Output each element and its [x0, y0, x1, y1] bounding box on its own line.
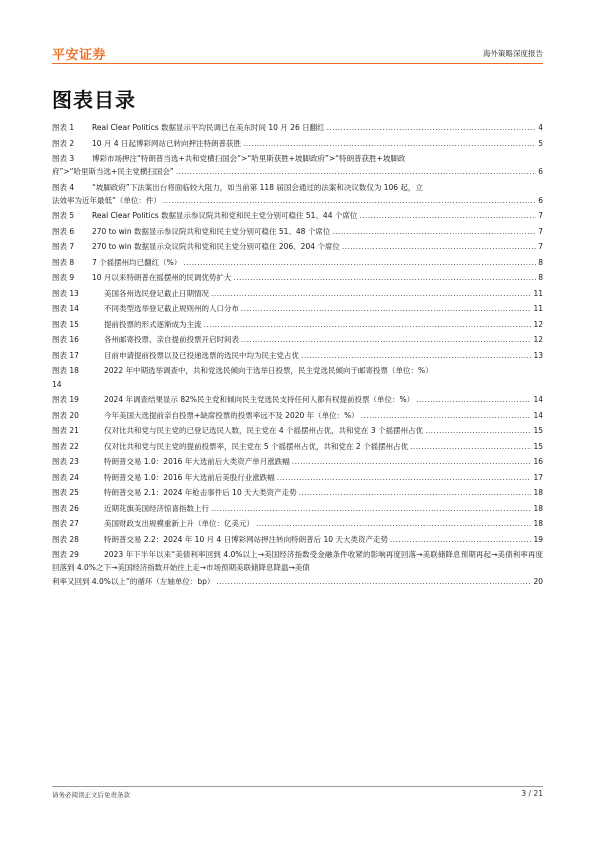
toc-entry-page: 4 [538, 123, 543, 132]
header-divider [52, 63, 543, 64]
toc-entry-title: 今年美国大选提前亲自投票+缺席投票的投票率远不及 2020 年（单位：%） [104, 410, 359, 420]
toc-entry-title: 美国财政支出规模重新上升（单位：亿美元） [104, 519, 254, 529]
dot-leader [390, 533, 532, 546]
dot-leader [211, 287, 531, 300]
toc-entry[interactable] [52, 455, 543, 471]
toc-entry-title-continued: 14 [52, 379, 62, 389]
toc-entry-title: 目前申请提前投票以及已投递选票的选民中均为民主党占优 [104, 350, 299, 360]
toc-entry-label: 图表 6 [52, 226, 75, 236]
toc-entry-label: 图表 21 [52, 426, 79, 436]
toc-entry-page: 18 [533, 488, 543, 498]
toc-entry-label: 图表 15 [52, 319, 79, 329]
dot-leader [292, 455, 532, 468]
dot-leader [327, 121, 537, 134]
toc-entry-page: 20 [533, 576, 543, 586]
toc-entry-page: 8 [538, 273, 543, 283]
dot-leader [332, 225, 536, 238]
dot-leader [233, 271, 536, 284]
toc-entry-label: 图表 20 [52, 410, 79, 420]
toc-entry-label: 图表 13 [52, 288, 79, 298]
toc-entry[interactable] [52, 349, 543, 365]
dot-leader [277, 471, 532, 484]
toc-entry-label: 图表 17 [52, 350, 79, 360]
toc-entry-label: 图表 25 [52, 488, 79, 498]
toc-entry-label: 图表 29 [52, 550, 79, 560]
toc-entry-page: 17 [533, 472, 543, 482]
toc-entry[interactable] [52, 271, 543, 287]
toc-entry[interactable] [52, 502, 543, 518]
toc-entry-label: 图表 14 [52, 304, 79, 314]
toc-entry-title: 特朗普交易 2.2：2024 年 10 月 4 日博彩网站押注转向特朗普后 10 天大类资产走势 [104, 534, 388, 544]
toc-entry-title: “坡脚政府”下法案出台将面临较大阻力，如当前第 118 届国会通过的法案和决议数仅为 106 起，立 [92, 182, 423, 192]
toc-entry-title: 10 月 4 日起博彩网站已转向押注特朗普获胜 [92, 138, 241, 148]
toc-entry-page: 12 [533, 335, 543, 345]
toc-entry-label: 图表 24 [52, 472, 79, 482]
toc-entry[interactable] [52, 409, 543, 425]
toc-entry-title: 仅对比共和党与民主党的已登记选民人数，民主党在 4 个摇摆州占优，共和党在 3 个摇摆州占优 [104, 426, 424, 436]
dot-leader [204, 318, 532, 331]
toc-entry-page: 11 [533, 304, 543, 314]
toc-entry[interactable] [52, 364, 543, 393]
toc-entry-page: 15 [533, 426, 543, 436]
toc-entry[interactable] [52, 471, 543, 487]
toc-entry-page: 18 [533, 519, 543, 529]
toc-entry-title: 提前投票的形式逐渐成为主流 [104, 319, 202, 329]
toc-entry[interactable] [52, 517, 543, 533]
toc-entry[interactable] [52, 333, 543, 349]
toc-entry[interactable] [52, 318, 543, 334]
toc-entry-title: 270 to win 数据显示参议院共和党和民主党分别可稳住 51、48 个席位 [92, 226, 331, 236]
toc-entry[interactable] [52, 440, 543, 456]
toc-entry-title: 特朗普交易 1.0：2016 年大选前后美股行业涨跌幅 [104, 472, 275, 482]
toc-entry-title: 10 月以来特朗普在摇摆州的民调优势扩大 [92, 273, 232, 283]
toc-entry-label: 图表 19 [52, 395, 79, 405]
toc-entry[interactable] [52, 152, 543, 181]
toc-entry-title: 仅对比共和党与民主党的提前投票率，民主党在 5 个摇摆州占优，共和党在 2 个摇摆州占优 [104, 441, 409, 451]
toc-entry-label: 图表 5 [52, 211, 75, 221]
toc-entry-page: 13 [533, 350, 543, 360]
toc-entry-page: 19 [533, 534, 543, 544]
toc-entry-title: Real Clear Politics 数据显示参议院共和党和民主党分别可稳住 51、44 个席位 [92, 211, 358, 221]
dot-leader [216, 575, 531, 588]
toc-entry-title: Real Clear Politics 数据显示平均民调已在美东时间 10 月 26 日翻红 [92, 123, 325, 132]
toc-entry[interactable] [52, 181, 543, 210]
toc-entry-page: 5 [538, 138, 543, 148]
toc-entry-page: 14 [533, 395, 543, 405]
dot-leader [299, 486, 532, 499]
page-number: 3 / 21 [521, 789, 543, 798]
toc-entry[interactable] [52, 302, 543, 318]
toc-entry-title: 7 个摇摆州均已翻红（%） [92, 257, 182, 267]
toc-entry-label: 图表 8 [52, 257, 75, 267]
dot-leader [361, 409, 532, 422]
toc-entry-title: 2022 年中期选举调查中，共和党选民倾向于选举日投票，民主党选民倾向于邮寄投票（单位：%） [104, 366, 433, 376]
toc-entry-title: 不同类型选举登记截止规则州的人口分布 [104, 304, 239, 314]
toc-entry-page: 7 [538, 211, 543, 221]
toc-entry-title: 美国各州选民登记截止日期情况 [104, 288, 209, 298]
toc-entry-label: 图表 23 [52, 457, 79, 467]
brand-logo: 平安证券 [52, 48, 107, 63]
dot-leader [342, 240, 536, 253]
toc-entry-page: 14 [533, 410, 543, 420]
toc-entry-page: 8 [538, 257, 543, 267]
toc-entry-page: 15 [533, 441, 543, 451]
toc-entry[interactable] [52, 533, 543, 549]
toc-entry-title-continued: 利率又回到 4.0%以上”的循环（左轴单位：bp） [52, 576, 215, 586]
toc-entry-title: 近期花旗美国经济惊喜指数上行 [104, 503, 209, 513]
toc-entry-label: 图表 9 [52, 273, 75, 283]
toc-entry-label: 图表 22 [52, 441, 79, 451]
toc-entry[interactable] [52, 424, 543, 440]
toc-entry-page: 7 [538, 226, 543, 236]
dot-leader [163, 194, 536, 207]
dot-leader [416, 393, 531, 406]
dot-leader [425, 424, 531, 437]
toc-entry[interactable] [52, 256, 543, 272]
toc-entry[interactable] [52, 209, 543, 225]
toc-entry[interactable] [52, 393, 543, 409]
toc-entry[interactable] [52, 121, 543, 137]
toc-entry-page: 7 [538, 242, 543, 252]
dot-leader [176, 165, 536, 178]
toc-entry-label: 图表 1 [52, 123, 75, 132]
footer-divider [52, 786, 543, 787]
toc-entry-page: 6 [538, 195, 543, 205]
toc-entry[interactable] [52, 287, 543, 303]
toc-entry-label: 图表 7 [52, 242, 75, 252]
toc-entry-page: 18 [533, 503, 543, 513]
dot-leader [241, 302, 531, 315]
toc-entry-title: 特朗普交易 2.1：2024 年枪击事件后 10 天大类资产走势 [104, 488, 297, 498]
toc-entry-title: 博彩市场押注“特朗普当选+共和党横扫国会”>“哈里斯获胜+坡脚政府”>“特朗普获胜+坡脚政 [92, 154, 406, 163]
toc-entry[interactable] [52, 225, 543, 241]
toc-entry-page: 16 [533, 457, 543, 467]
toc-entry-label: 图表 3 [52, 154, 75, 163]
page-header [52, 44, 543, 62]
toc-entry-label: 图表 18 [52, 366, 79, 376]
toc-entry-label: 图表 28 [52, 534, 79, 544]
footer-disclaimer: 请务必阅读正文后免责条款 [52, 791, 130, 799]
dot-leader [359, 209, 536, 222]
toc-entry-label: 图表 16 [52, 335, 79, 345]
toc-entry-label: 图表 26 [52, 503, 79, 513]
toc-entry-title: 2024 年调查结果显示 82%民主党和倾向民主党选民支持任何人都有权提前投票（单位：%） [104, 395, 415, 405]
dot-leader [241, 333, 531, 346]
dot-leader [211, 502, 531, 515]
toc-entry-title: 特朗普交易 1.0：2016 年大选前后大类资产单月涨跌幅 [104, 457, 290, 467]
dot-leader [301, 349, 531, 362]
toc-entry-title: 各州邮寄投票、亲自提前投票开启时间表 [104, 335, 239, 345]
dot-leader [243, 137, 536, 150]
toc-entry-page: 11 [533, 288, 543, 298]
toc-entry-page: 6 [538, 167, 543, 177]
report-type: 海外策略深度报告 [483, 49, 543, 58]
page-title: 图表目录 [52, 88, 136, 112]
toc-entry-label: 图表 27 [52, 519, 79, 529]
toc-entry-page: 12 [533, 319, 543, 329]
toc-entry-title: 2023 年下半年以来“美债利率回到 4.0%以上→美国经济指数受金融条件收紧的影响再度回落→美联储降息预期再起→美债利率再度回落到 4.0%之下→美国经济指数开始往上走→市场预期美联储降息降温→美债 [52, 550, 543, 573]
toc-entry-title: 270 to win 数据显示众议院共和党和民主党分别可稳住 206、204 个席位 [92, 242, 340, 252]
dot-leader [256, 517, 531, 530]
toc-entry-label: 图表 4 [52, 182, 75, 192]
toc-entry[interactable] [52, 137, 543, 153]
dot-leader [410, 440, 531, 453]
toc-entry[interactable] [52, 548, 543, 590]
toc-entry-title-continued: 法效率为近年最低”（单位：件） [52, 195, 161, 205]
toc-entry[interactable] [52, 486, 543, 502]
figure-toc [52, 121, 543, 590]
dot-leader [183, 256, 536, 269]
toc-entry-label: 图表 2 [52, 138, 75, 148]
toc-entry[interactable] [52, 240, 543, 256]
toc-entry-title-continued: 府”>“哈里斯当选+民主党横扫国会” [52, 167, 174, 177]
